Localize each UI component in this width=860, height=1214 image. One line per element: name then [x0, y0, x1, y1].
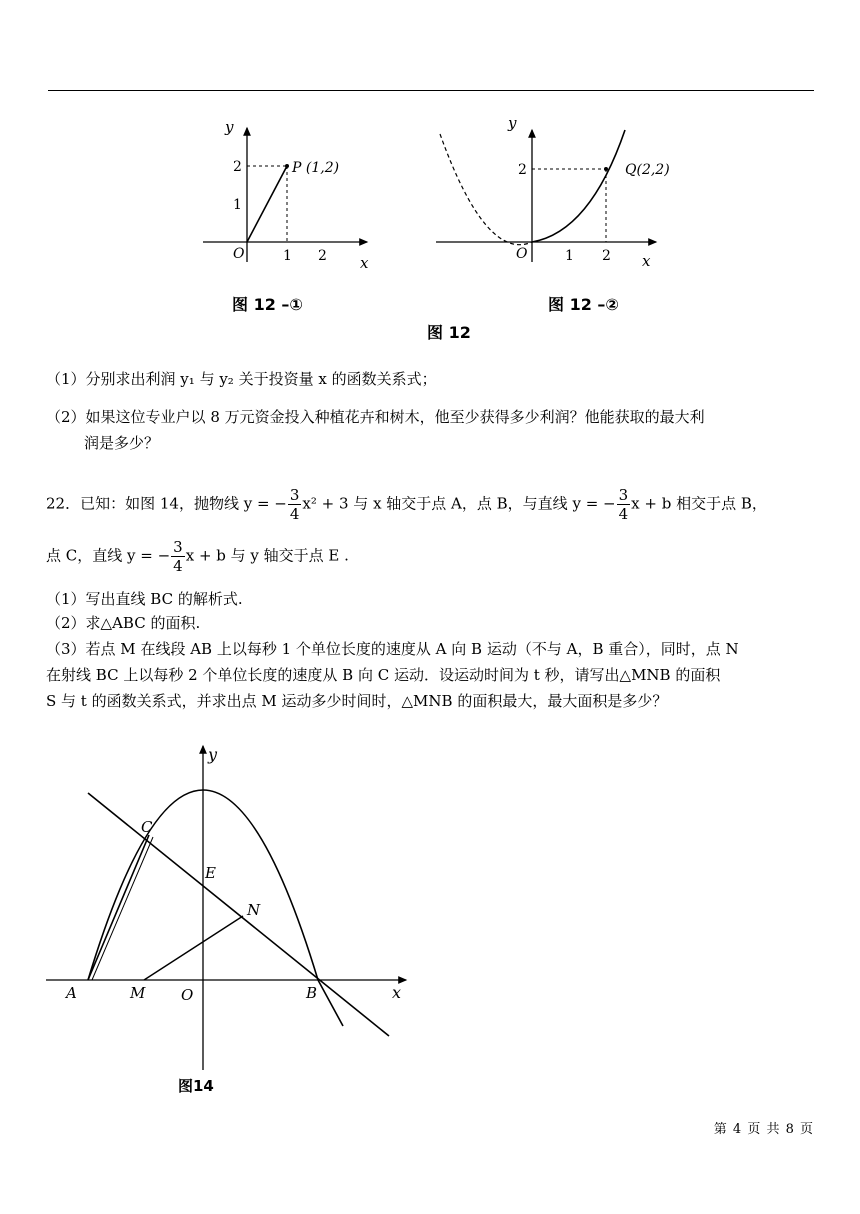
- y-label: y: [225, 118, 234, 136]
- y-tick-2: 2: [518, 162, 527, 178]
- frac-den: 4: [173, 557, 183, 575]
- x-tick-2: 2: [318, 248, 327, 264]
- figure-12-caption: 图 12: [427, 323, 471, 342]
- label-o: O: [181, 986, 194, 1004]
- parabola-right: [532, 130, 625, 242]
- figure-12-2-graph: [430, 112, 670, 292]
- q21-part1: （1）分别求出利润 y₁ 与 y₂ 关于投资量 x 的函数关系式；: [46, 370, 437, 388]
- q22-part1: （1）写出直线 BC 的解析式.: [46, 590, 243, 608]
- q22-part3-line3: S 与 t 的函数关系式，并求出点 M 运动多少时间时，△MNB 的面积最大，最大面积是多少？: [46, 692, 668, 710]
- segment-mn: [144, 916, 243, 980]
- figure-12-1-graph: [195, 112, 375, 292]
- label-c: C: [141, 818, 153, 836]
- q22-stem-line1: [46, 486, 767, 523]
- label-e: E: [205, 864, 216, 882]
- label-b: B: [306, 984, 318, 1002]
- frac-den: 4: [618, 505, 629, 523]
- fraction-3-4: [617, 486, 631, 523]
- point-p-label: P (1,2): [292, 160, 340, 176]
- figure-12-1-caption: 图 12 –①: [232, 295, 303, 314]
- q22-stem-1b: x² + 3 与 x 轴交于点 A，点 B，与直线 y = −: [302, 494, 616, 513]
- x-label: x: [360, 254, 369, 272]
- figure-14-graph: [46, 740, 416, 1100]
- y-label: y: [208, 745, 218, 764]
- page-footer: 第 4 页 共 8 页: [713, 1122, 814, 1137]
- q22-part3-line1: （3）若点 M 在线段 AB 上以每秒 1 个单位长度的速度从 A 向 B 运动（不与 A，B 重合），同时，点 N: [46, 640, 739, 658]
- figure-12-2-caption: 图 12 –②: [548, 295, 619, 314]
- segment-ac: [88, 835, 149, 980]
- q22-part2: （2）求△ABC 的面积.: [46, 614, 201, 632]
- frac-den: 4: [289, 505, 300, 523]
- label-m: M: [130, 984, 146, 1002]
- figure-14-caption: 图14: [178, 1077, 214, 1095]
- q22-part3-line2: 在射线 BC 上以每秒 2 个单位长度的速度从 B 向 C 运动．设运动时间为 t 秒，请写出△MNB 的面积: [46, 666, 721, 684]
- x-label: x: [642, 252, 651, 270]
- q21-part2-line1: （2）如果这位专业户以 8 万元资金投入种植花卉和树木，他至少获得多少利润？他能获取的最大利: [46, 408, 705, 426]
- y-tick-1: 1: [233, 197, 242, 213]
- frac-num: 3: [173, 538, 183, 556]
- q22-stem-line2: [46, 538, 349, 575]
- figure-14: [46, 740, 416, 1104]
- parabola-tail: [318, 980, 343, 1026]
- label-a: A: [66, 984, 77, 1002]
- label-n: N: [247, 901, 261, 919]
- q22-stem-2a: 点 C，直线 y = −: [46, 546, 171, 565]
- header-rule: [48, 90, 814, 91]
- y-tick-2: 2: [233, 159, 242, 175]
- point-q-label: Q(2,2): [625, 162, 670, 178]
- x-tick-1: 1: [565, 248, 574, 264]
- x-tick-1: 1: [283, 248, 292, 264]
- q21-part2-line2: 润是多少？: [84, 434, 160, 452]
- q22-stem-1a: 22．已知：如图 14，抛物线 y = −: [46, 494, 287, 513]
- origin-label: O: [233, 246, 245, 262]
- segment-ac-inner: [92, 837, 153, 980]
- x-label: x: [392, 983, 402, 1002]
- frac-num: 3: [289, 486, 300, 504]
- origin-label: O: [516, 246, 528, 262]
- x-tick-2: 2: [602, 248, 611, 264]
- frac-num: 3: [618, 486, 629, 504]
- q22-stem-1c: x + b 相交于点 B，: [631, 494, 767, 513]
- fraction-3-4: [171, 538, 185, 575]
- point-q: [604, 167, 608, 171]
- figure-12-2: [430, 112, 670, 296]
- parabola-left-dashed: [440, 134, 532, 245]
- point-p: [285, 164, 289, 168]
- figure-12-1: [195, 112, 375, 296]
- fraction-3-4: [288, 486, 302, 523]
- y-label: y: [508, 114, 517, 132]
- line-y1: [247, 166, 287, 242]
- q22-stem-2b: x + b 与 y 轴交于点 E .: [185, 546, 349, 565]
